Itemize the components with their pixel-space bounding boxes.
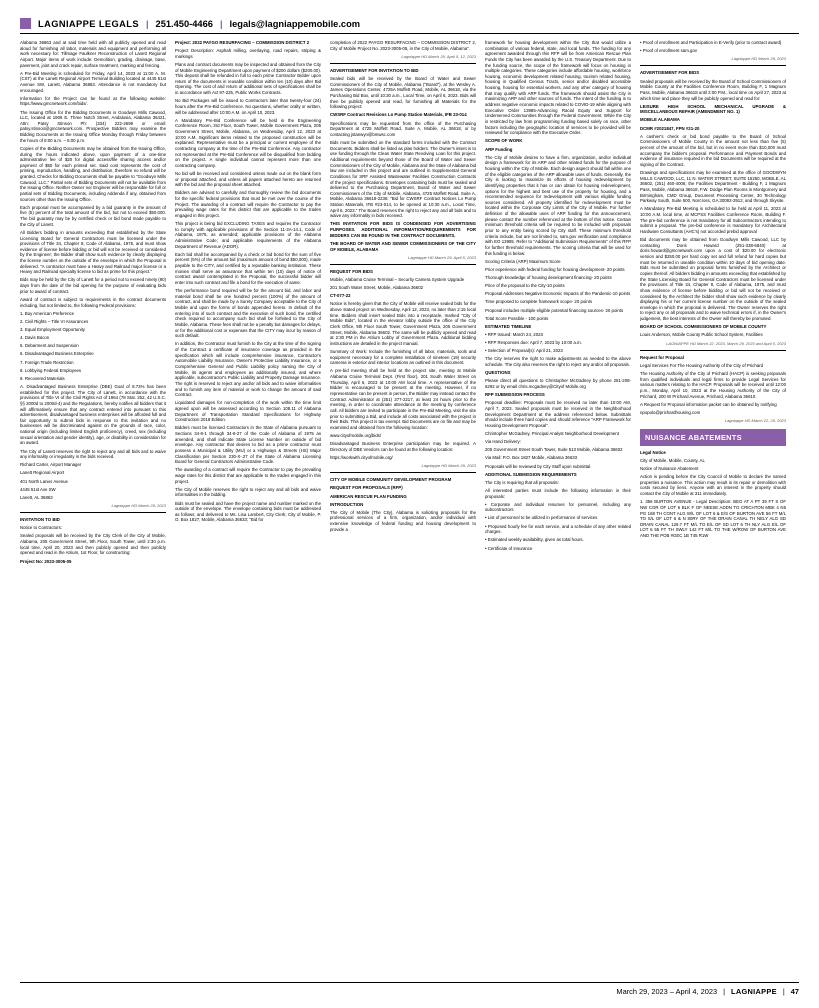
- lagniappe-logo-square: [20, 18, 31, 29]
- notice-heading: REQUEST FOR PROPOSALS (RFP): [330, 485, 403, 491]
- notice-paragraph: Legal Services For The Housing Authority of the City of Prichard: [640, 362, 764, 368]
- notice-bold-paragraph: DCMR #2021847, FPN #21-20: [640, 125, 700, 131]
- notice-divider: [20, 512, 166, 513]
- masthead-separator-2: |: [219, 18, 223, 29]
- notice-paragraph: Proposals will be reviewed by City Staff upon submittal.: [485, 463, 592, 469]
- notice-publication-dates: Lagniappe HD March 29, 2023: [731, 56, 786, 62]
- notice-paragraph: City of Mobile, Mobile, County, AL: [640, 457, 705, 463]
- notice-paragraph: Proposal deadline: Proposals must be received no later than 10:00 AM, April 7, 2023. Sealed proposals must be received in the Neighborhood Development Department at the address referenced below. Submittals should include three hard copies and should reference "ARP Framework for Housing Development Proposal".: [485, 400, 631, 428]
- notice-paragraph: Via Hand Delivery:: [485, 439, 521, 445]
- notice-heading: REQUEST FOR BIDS: [330, 268, 373, 274]
- notice-paragraph: No Bid Packages will be issued to Contractors later than twenty-four (24) hours after the Pre-Bid Conference. No questions, whether orally or written, will be addressed after 10:00 A.M. on April 10, 2023.: [175, 98, 321, 115]
- notice-bold-paragraph: CT-077-22: [330, 293, 351, 299]
- notice-paragraph: • Certificate of Insurance: [485, 545, 533, 551]
- legal-notice-column: [20, 40, 166, 978]
- notice-paragraph: • Selection of Proposal(s): April 21, 2023: [485, 348, 563, 354]
- notice-divider: [640, 65, 786, 66]
- notice-paragraph: The City of Mobile (The City), Alabama is soliciting proposals for the professional services of a firm, organization, and/or individual with extensive knowledge of federal funding and housing development to provide a: [330, 509, 476, 532]
- notice-paragraph: Disadvantaged Business Enterprise participation may be required. A Directory of DBE Vendors can be found at the following location:: [330, 441, 476, 452]
- notice-bold-paragraph: ESTIMATED TIMELINE: [485, 323, 532, 329]
- notice-divider: [330, 472, 476, 473]
- notice-paragraph: A Mandatory Pre-Bid Meeting is scheduled to be held at April 11, 2023 at 10:00 A.M. local time, at MCPSS Facilities Conference Room, Building F. The pre-bid conference is not mandatory for all Subcontractors intending to submit a proposal. The pre-bid conference is mandatory for Architectural Hardware Consultants (AHC's) not accorded prebid approval: [640, 206, 786, 234]
- notice-publication-dates: Lagniappe HD March 29, 2023: [421, 463, 476, 469]
- notice-paragraph: • List of personnel to be utilized in performance of services: [485, 515, 598, 521]
- notice-paragraph: www.cityofmobile.org/bids/: [330, 433, 382, 439]
- notice-bold-paragraph: THIS INVITATION FOR BIDS IS CONDENSED FOR ADVERTISING PURPOSES. ADDITIONAL INFORMATION/REQUIREMENTS FOR BIDDERS CAN BE FOUND IN THE CONTRACT DOCUMENTS.: [330, 221, 476, 238]
- notice-paragraph: 401 North Lanier Avenue: [20, 478, 68, 484]
- notice-divider: [330, 264, 476, 265]
- notice-paragraph: Bid documents may be obtained from Goodwyn Mills Cawood, LLC by contacting Doris Howard (251-338-6840) at doris.howard@gmcnetwork.com upon a cost of $20.00 for electronic version and $250.00 per hard copy set and full refund for hard copies but must be returned in useable condition within 10 days of bid opening date. Bids must be submitted on proposal forms furnished by the Architect or copies thereof. All bidders bidding in amounts exceeding that established by the State Licensing Board for General Contractors must be licensed under the provisions of Title 34, Chapter 8, Code of Alabama, 1975, and must show evidence of license before bidding or bid will not be received or considered by the Architect the bidder shall show such evidence by clearly displaying his or her current license number on the outside of the sealed envelope in which the proposal is delivered. The Owner reserves the right to reject any or all proposals and to waive technical errors if, in the Owner's judgement, the best interests of the Owner will thereby be promoted.: [640, 237, 786, 322]
- notice-paragraph: Liquidated damages for non-completion of the work within the time limit agreed upon will be assessed according to Section 108.11 of Alabama Department of Transportation Standard Specifications for Highway Construction 2018 Edition.: [175, 400, 321, 423]
- notice-divider: [330, 63, 476, 64]
- notice-paragraph: Drawings and specifications may be examined at the office of GOODWYN MILLS CAWOOD, LLC, 11 N. WATER STREET, SUITE 15250, MOBILE, AL 36602, (251) 460-4006; the Facilities Department - Building F, 1 Magnum Pass, Mobile, Alabama 36618, F.W. Dodge Plan Rooms in Montgomery and Birmingham, CMD Group, Document Processing Center, 30 Technology Parkway South, Suite 500, Norcross, GA 30092-2912, and through Skysite.: [640, 170, 786, 204]
- notice-paragraph: Each bid shall be accompanied by a check or bid bond for the sum of five percent (5%) of the amount bid (maximum amount of bond $50,000), made payable to the CITY, and certified by a reputable banking institution. These monies shall serve as assurance that within ten (10) days of notice of contract award contemplated in the Proposal, the successful bidder will enter into such contract and file a bond for the execution of same.: [175, 251, 321, 285]
- notice-paragraph: 201 South Water Street, Mobile, Alabama 36602: [330, 285, 424, 291]
- notice-paragraph: Lanett Regional Airport: [20, 470, 65, 476]
- masthead-separator-1: |: [145, 18, 149, 29]
- notice-paragraph: Notice to Contractors:: [20, 525, 63, 531]
- notice-paragraph: A pre-bid meeting shall be held at the project site, meeting at Mobile Alabama Cruise Terminal Dept. (First floor), 201 South Water Street on Thursday, April 6, 2023 at 10:00 AM local time. A representative of the Bidder is encouraged to be present at the meeting. However, if no representative can be present in person, the Bidder may instead contact the Contract Administrator at (251) 377-2217, at least 24 hours prior to the meeting, in order to coordinate attendance at the meeting by conference call. All bidders are invited to participate in the Pre-Bid Meeting, visit the site prior to submitting a Bid, and include all costs associated with the project in their Bids. This project is tax exempt. Bid Documents are on file and may be examined and obtained from the following location:: [330, 368, 476, 430]
- footer-date: March 29, 2023 – April 4, 2023: [616, 987, 718, 996]
- notice-paragraph: The Housing Authority of the City of Prichard (HACP) is seeking proposals from qualified individuals and legal firms to provide Legal Services for various matters relating to the HACP. Proposals will be received until 12:00 p.m., Monday, April 10, 2023 at the Housing Authority of the City of Prichard, 200 W Prichard Avenue, Prichard, Alabama 36610.: [640, 370, 786, 399]
- notice-paragraph: 3. Equal Employment Opportunity: [20, 326, 85, 332]
- notice-paragraph: 7. Foreign Trade Restriction: [20, 359, 74, 365]
- notice-paragraph: Notice of Nuisance Abatement: [640, 466, 699, 472]
- notice-paragraph: All interested parties must include the following information in their proposals:: [485, 487, 631, 499]
- notice-bold-paragraph: MOBILE ALABAMA: [640, 117, 680, 123]
- notice-heading: AMERICAN RESCUE PLAN FUNDING: [330, 493, 407, 499]
- notice-paragraph: 9. Recovered Materials: [20, 375, 65, 381]
- notice-paragraph: Action is pending before the City Council of Mobile to declare the named properties a nuisance. This action may result in its repair or demolition with costs secured by liens. Anyone with an interest in the property should contact the City of Mobile at 311 immediately.: [640, 474, 786, 497]
- notice-paragraph: The awarding of a contract will require the Contractor to pay the prevailing wage rates for this district that are applicable to the trades engaged in this project.: [175, 467, 321, 484]
- footer-separator-1: |: [723, 987, 726, 996]
- legal-notice-column: [485, 40, 631, 978]
- notice-paragraph: Bidders are advised to carefully and thoroughly review the bid documents for the specific federal provisions that must be met over the course of the Project. The awarding of a contract will require the Contractor to pay the prevailing wage rates for this district that are applicable to the trades engaged in this project.: [175, 190, 321, 218]
- notice-heading: SCOPE OF WORK: [485, 138, 523, 144]
- notice-paragraph: A. Disadvantaged Business Enterprise (DBE) Goal of 8.73% has been established for this project. The City of Lanett, in accordance with the provisions of Title VI of the Civil Rights Act of 1964 (78 Stat. 252, 42 U.S.C. §§ 2000d to 2000d-4) and the Regulations, hereby notifies all bidders that it will affirmatively ensure that any contract entered into pursuant to this advertisement, disadvantaged business enterprises will be afforded full and fair opportunity to submit bids in response to this invitation and no businesses will be discriminated against on the grounds of race, color, national origin (including limited English proficiency), creed, sex (including sexual orientation and gender identity), age, or disability in consideration for an award.: [20, 383, 166, 446]
- notice-paragraph: A Request for Proposal information packet can be obtained by notifying: [640, 401, 777, 407]
- notice-bold-paragraph: Project: 2022 PAYGO RESURFACING – COMMISSION DISTRICT 2: [175, 40, 310, 45]
- notice-paragraph: • RFP Issued: March 24, 2023: [485, 331, 543, 337]
- notice-bold-paragraph: CWSRF Contract Revisions Lo Pump Station Materials, IFB 23-014: [330, 112, 467, 118]
- notice-paragraph: Mobile, Alabama Cruise Terminal – Security Camera System Upgrade: [330, 277, 465, 283]
- notice-paragraph: Summary of Work: Include the furnishing of all labor, materials, tools and equipment necessary for a complete installation of nineteen (19) security cameras in exterior and interior locations as outlined in this document.: [330, 349, 476, 366]
- notice-paragraph: Time proposed to complete framework scope- 20 points: [485, 299, 593, 305]
- notice-paragraph: Bids must be submitted on the standard forms included with the Contract Documents. Bidders shall be listed as plan holders. The Owner's intent is to use funding through the Clean Water State Revolving Loan for this project. Additional requirements beyond those of the Board of Water and Sewer Commissioners of the City of Mobile, Alabama and the State of Alabama bid law are included in this project and are outlined in Supplemental General Conditions for SRF Assisted Wastewater Facilities Construction Contracts of the project specifications. Envelopes containing bids must be sealed and delivered to the Purchasing Department, Board of Water and Sewer Commissioners of the City of Mobile, Alabama, 4725 Moffett Road, Suite A, Mobile, Alabama 36618-2236: "Bid for CWSRF Contract Notices Lo Pump Station Materials, IFB #23-014, to be opened at 10:30 a.m., Local Time, April 6, 2023." The Board reserves the right to reject any and all bids and to waive any informality in bids received.: [330, 140, 476, 219]
- notice-paragraph: Via Mail: P.O. Box 1827 Mobile, Alabama 36633: [485, 455, 578, 461]
- notice-paragraph: https://workwith.cityofmobile.org/: [330, 454, 393, 460]
- notice-paragraph: Proposal Addresses Negative Economic Impacts of the Pandemic-10 points: [485, 291, 631, 297]
- notice-bold-paragraph: ADDITIONAL SUBMISSION REQUIREMENTS: [485, 471, 577, 477]
- footer-brand: LAGNIAPPE: [731, 987, 777, 996]
- notice-heading: INVITATION TO BID: [20, 517, 60, 523]
- notice-paragraph: 5. Debarment and Suspension: [20, 343, 79, 349]
- notice-paragraph: The City of Lanett reserves the right to reject any and all bids and to waive any informality or irregularity in the bids received.: [20, 448, 166, 460]
- notice-paragraph: Christopher McGadney, Principal Analyst Neighborhood Development: [485, 430, 619, 436]
- notice-heading: INTRODUCTION: [330, 501, 364, 507]
- notice-paragraph: 4445 51st Ave SW: [20, 486, 56, 492]
- notice-publication-dates: Lagniappe HD March 29, April 5, 12, 2023: [401, 53, 476, 59]
- notice-heading: ADVERTISEMENT FOR INVITATION TO BID: [330, 67, 419, 73]
- notice-publication-dates: Lagniappe HD March 22, 29, 2023: [724, 417, 786, 423]
- notice-paragraph: The City of Mobile desires to have a firm, organization, and/or individual design a framework for its ARP and other related funds for the purpose of housing within the City of Mobile. Each design aspect should fall within one of the eligible categories of the ARP allowable uses of funds. Generally, the City is looking to maximize its efforts of housing redevelopment by identifying properties that it has or can obtain for housing redevelopment, options for the highest and best use of the property for housing, and a recommended sequence for redevelopment with various eligible funding sources considered. All property identified for redevelopment must be located within the Corporate City Limits of the City of Mobile. For further definition of the allowable uses of ARP funding for this announcement, please contact the number referenced at the bottom of this notice. Certain minimum threshold criteria will be required to be included with proposals prior to any entity being scored by City staff. These minimum threshold criteria include, but are not limited to, sam.gov verification and compliance with EO 13985. Refer to "Additional Submission Requirements" of this RFP for further threshold requirements. The scoring criteria that will be used for this funding is below:: [485, 154, 631, 256]
- notice-paragraph: Notice is hereby given that the City of Mobile will receive sealed bids for the above stated project on Wednesday, April 12, 2023, no later than 2:15 local time. Bidders shall insert sealed Bids into a receptacle, marked "City of Mobile Bids", located in the elevator lobby outside the office of the City Clerk Office, 9th Floor South Tower, Government Plaza, 205 Government Street, Mobile, Alabama 36602. The same will be publicly opened and read at 2:30 PM in the Atrium Lobby of Government Plaza. Additional bidding instructions are detailed in the project manual.: [330, 301, 476, 346]
- masthead-phone: 251.450-4466: [155, 18, 213, 29]
- page-footer: [20, 982, 799, 996]
- notice-paragraph: 4. Davis Bacon: [20, 335, 50, 341]
- notice-paragraph: Specifications may be requested from the office of the Purchasing Department at 4725 Moffett Road, Suite A, Mobile, AL 36618, or by contacting jstanwyn@bmwsc.com: [330, 120, 476, 137]
- notice-publication-dates: LAGNIAPPE HD March 22, 2023, March 29, 2023 and April 5, 2023: [666, 340, 786, 346]
- notice-bold-paragraph: RFP SUBMISSION PROCESS: [485, 392, 545, 398]
- legal-notice-column: [175, 40, 321, 978]
- notice-paragraph: 205 Government Street South Tower, Suite 513 Mobile, Alabama 36602: [485, 447, 623, 453]
- notice-paragraph: Plans and contract documents may be inspected and obtained from the City of Mobile Engineering Department upon payment of $200 dollars ($200.00). This deposit shall be refunded in full to each prime Contractor Bidder upon return of the documents in reusable condition within ten (10) days after Bid Opening. The cost of and return of additional sets of specifications shall be in accordance with Act 97-225, Public Works Contracts.: [175, 61, 321, 96]
- notice-paragraph: 6. Disadvantaged Business Enterprise: [20, 351, 94, 357]
- notice-paragraph: Information for the Project can be found at the following website: https://www.gmcnetwork.com/bids/.: [20, 95, 166, 107]
- notice-paragraph: Sealed bids will be received by the Board of Water and Sewer Commissioners of the City of Mobile, Alabama ("Board"), at the Wesley A. James Operations Center, 4725A Moffett Road, Mobile, AL 36618, via the Purchasing Bid Box, until 10:30 a.m., Local Time, on April 6, 2023. Bids will then be publicly opened and read, for furnishing all Materials for the following project:: [330, 76, 476, 110]
- notice-bold-paragraph: THE BOARD OF WATER AND SEWER COMMISSIONERS OF THE CITY OF MOBILE, ALABAMA: [330, 240, 476, 252]
- notice-paragraph: Prior experience with federal funding for housing development- 20 points: [485, 266, 625, 272]
- section-header-nuisance-abatements: NUISANCE ABATEMENTS: [640, 429, 786, 446]
- notice-paragraph: Lanett, AL 36863: [20, 494, 53, 500]
- notice-paragraph: Bidders must be licensed Contractors in the State of Alabama pursuant to Sections 34-8-1 through 34-8-27 of the Code of Alabama of 1975 as amended, and shall indicate State License Number on outside of bid envelope. Any contractor that desires to bid as a prime contractor must possess a Municipal & Utility (MU) or a Highways & Streets (HS) Major Classification per Section 230-X-.27 of the State of Alabama Licensing Board for General Contractors Administrative Code.: [175, 425, 321, 465]
- notice-paragraph: Bids may be held by the City of Lanett for a period not to exceed ninety (90) days from the date of the bid opening for the purpose of evaluating bids prior to award of contract.: [20, 277, 166, 294]
- notice-paragraph: Total Score Possible - 100 points: [485, 315, 549, 321]
- notice-bold-paragraph: Legal Notice: [640, 449, 666, 455]
- notice-paragraph: The performance bond required will be for the amount bid, and labor and material bond shall be one hundred percent (100%) of the amount of contract, and shall be made by a Surety Company acceptable to the City of Mobile and upon the forms of bonds appended hereto. In default of the entering into of such contract and the execution of such bond, the certified check required to accompany such bid shall be forfeited to the City of Mobile, Alabama. These fees shall not be a penalty but damages for delays, or for the additional cost or expenses that the CITY may incur by reason of such default.: [175, 288, 321, 339]
- notice-paragraph: All Bidders bidding in amounts exceeding that established by the State Licensing Board for General Contractors must be licensed under the provisions of Title 34, Chapter 8, Code of Alabama, 1975, and must show evidence of license before bidding or bid will not be received or considered by the Engineer; the Bidder shall show such evidence by clearly displaying the license number on the outside of the envelope in which the Proposal is delivered. "A contractor must have a Heavy and Railroad major license or a Heavy and Railroad specialty license to bid as prime for this project.": [20, 229, 166, 275]
- notice-paragraph: Thorough knowledge of housing development financing- 20 points: [485, 274, 612, 280]
- notice-heading: CITY OF MOBILE COMMUNITY DEVELOPMENT PROGRAM: [330, 477, 452, 483]
- notice-divider: [640, 350, 786, 351]
- notice-paragraph: A cashier's check or bid bond payable to the Board of School Commissioners of Mobile County in the amount not less than five (5) percent of the amount of the bid, but in no event more than $10,000 must accompany the bidder's proposal. Performance and Payment Bonds and evidence of insurance required in the bid Documents will be required at the signing of the Contract.: [640, 133, 786, 167]
- legal-notice-column: [330, 40, 476, 978]
- notice-publication-dates: Lagniappe HD March 29, April 5, 2023: [408, 254, 476, 260]
- notice-paragraph: Bids must be sealed and have the project name and number marked on the outside of the envelope. The envelope containing bids must be addressed as follows; and delivered to Ms. Lisa Lambert, City Clerk; City of Mobile, P. O. Box 1827, Mobile, Alabama 36633; "Bid for: [175, 500, 321, 523]
- notice-paragraph: Please direct all questions to Christopher McGadney by phone 251-208-6292 or by email chris.mcgadney@Cityof Mobile.org: [485, 378, 631, 389]
- notice-paragraph: Richard Carter, Airport Manager: [20, 462, 82, 468]
- footer-page-number: 47: [790, 987, 799, 996]
- notice-heading: Request for Proposal: [640, 354, 684, 360]
- notice-paragraph: 2. Civil Rights – Title VI Assurances: [20, 318, 89, 324]
- masthead-email: legals@lagniappemobile.com: [229, 18, 361, 29]
- notice-paragraph: • RFP Responses due: April 7, 2023 by 10:00 a.m.: [485, 340, 582, 346]
- notice-paragraph: • Corporate and individual resumes for personnel, including any subcontractors: [485, 501, 631, 513]
- notice-paragraph: 1. Buy American Preference: [20, 310, 75, 316]
- notice-paragraph: Copies of the Bidding Documents may be obtained from the Issuing Office, during the hours indicated above, upon payment of a one-time administrative fee of $20 for digital access/file sharing access and/or payment of $50 for each printed set. Said cost represents the cost of printing, reproduction, handling, and distribution, therefore no refund will be granted. Checks for Bidding Documents shall be payable to "Goodwyn Mills Cawood, LLC." Partial sets of Bidding Documents will not be available from the Issuing Office. Neither Owner nor Engineer will be responsible for full or partial sets of Bidding Documents, including Addenda if any, obtained from sources other than the Issuing Office.: [20, 145, 166, 202]
- notice-paragraph: 1. 356 BURTON AVENUE - Legal Description: BEG AT A PT 39 FT S OF NW COR OF LOT 6 BLK F OF NEESE ADDN TO CRICHTON MBK 4 N5 PG 168 TH CONT ALG W/L OF LOT 6 & E/S OF BURTON AVE 56 FT M/L TO S/L OF LOT 6 & N 80RY OF THE DRAIN CANAL TH NELY ALG SD DRAIN CANAL 129.7 FT M/L TO E/L OF SD LOT 6 TH NLY ALG E/L OF LOT 6 55 FT TH SWLY 142 FT M/L TO THE W/ROW OF BURTON AVE AND THE POB #GEC 1B T45 R1W: [640, 499, 786, 539]
- notice-paragraph: Alabama 36863 and at said time held with all publicly opened and read aloud for furnishing all labor, materials and equipment and performing all work necessary for: Tillmage Faulkner Reconstruction of Lanett Regional Airport. Major items of work include: Demolition, grading, drainage, base, pavement, joint and crack repair, surface treatment, marking and fencing.: [20, 40, 166, 68]
- notice-publication-dates: Lagniappe HD March 29, 2023: [111, 502, 166, 508]
- notice-bold-paragraph: QUESTIONS: [485, 370, 511, 376]
- notice-paragraph: • Proposed hourly fee for each service, and a schedule of any other related charges.: [485, 523, 631, 535]
- notice-paragraph: npopolo@prichardhousing.com: [640, 409, 701, 415]
- notice-paragraph: Sealed proposals will be received by the City Clerk of the City of Mobile, Alabama, 205 Government Street, 9th Floor, South Tower, until 2:30 p.m. local time, April 20, 2023 and then publicly opened and then publicly opened and read in the Atrium, 1st Floor, for constructing:: [20, 533, 166, 556]
- notice-paragraph: Proposal includes multiple eligible potential financing sources- 20 points: [485, 307, 624, 313]
- notice-paragraph: • Estimated weekly availability, given as total hours.: [485, 537, 584, 543]
- notice-paragraph: This project is being bid EXCLUDING TAXES and requires the Contractor to comply with applicable provisions of the Section 11-2A-14.1, Code of Alabama, 1975, as amended; applicable provisions of the Alabama Administrative Code; and applicable requirements of the Alabama Department of Revenue (ADOR).: [175, 221, 321, 249]
- notice-bold-paragraph: Project No: 2023-3005-05: [20, 558, 72, 564]
- notice-paragraph: Scoring Criteria (ARP) Maximum Score: [485, 258, 561, 264]
- legal-notices-columns: [20, 40, 799, 978]
- notice-paragraph: 8. Lobbying Federal Employees: [20, 367, 82, 373]
- notice-paragraph: Award of contract is subject to requirements in the contract documents including, but not limited to, the following Federal provisions:: [20, 296, 166, 308]
- footer-separator-2: |: [782, 987, 785, 996]
- notice-paragraph: The City reserves the right to make adjustments as needed to the above schedule. The City also reserves the right to reject any and/or all proposals.: [485, 356, 631, 368]
- notice-paragraph: The Issuing Office for the Bidding Documents is Goodwyn Mills Cawood, LLC, located at 1906 E. Three Notch Street, Andalusia, Alabama 36421, Attn: Patsy Stinson Ph: (334) 222-2699 or email: patsy.stinson@gmcnetwork.com. Prospective Bidders may examine the Bidding Documents at the Issuing Office Monday through Friday between the hours of 8:00 a.m. – 5:00 p.m.: [20, 109, 166, 143]
- notice-paragraph: • Proof of enrollment and Participation in E-Verify (prior to contract award): [640, 40, 782, 45]
- notice-paragraph: The City of Mobile reserves the right to reject any and all bids and waive informalities in the bidding.: [175, 486, 321, 498]
- masthead-title: LAGNIAPPE LEGALS: [38, 18, 139, 29]
- notice-paragraph: Price of the proposal to the City-10 points: [485, 283, 565, 289]
- notice-heading: ADVERTISEMENT FOR BIDS: [640, 70, 700, 76]
- notice-paragraph: No bid will be received and considered unless made out on the blank form or proposal attached, and unless all papers attached hereto are returned with the bid and the proposal sheet attached.: [175, 170, 321, 188]
- legal-notice-column: [640, 40, 786, 978]
- notice-paragraph: completion of 2022 PAYGO RESURFACING – COMMISSION DISTRICT 2, City of Mobile Project No. 2023-3005-05, in the City of Mobile, Alabama".: [330, 40, 476, 51]
- masthead: [20, 18, 799, 34]
- notice-bold-paragraph: LEISURE HIGH SCHOOL MECHANICAL UPGRADE & MISCELLANEOUS REPAIR (AMENDMENT NO. 1): [640, 103, 786, 115]
- notice-paragraph: Sealed proposals will be received by the Board of School Commissioners of Mobile County at the Facilities Conference Room, Building F, 1 Magnum Pass, Mobile, Alabama 36618 until 2:00 P.M., local time on April 27, 2023 at which time and place they will be publicly opened and read for:: [640, 78, 786, 101]
- notice-paragraph: Louis Anderson, Mobile County Public School System, Facilities: [640, 332, 763, 338]
- notice-bold-paragraph: ARP Funding: [485, 146, 513, 152]
- notice-paragraph: The City is requiring that all proposals:: [485, 479, 559, 485]
- notice-paragraph: • Proof of enrollment sam.gov: [640, 48, 698, 54]
- notice-bold-paragraph: BOARD OF SCHOOL COMMISSIONERS OF MOBILE COUNTY: [640, 324, 767, 330]
- notice-paragraph: In addition, the Contractor must furnish to the City at the time of the signing of the Contract a certificate of insurance coverage as provided in the specification which will include comprehensive insurance, Contractor's Automobile Liability Insurance, Owner's Protective Liability Insurance, or a Comprehensive General and Public Liability policy naming the City of Mobile, its agents and employees as additionally insured, and where applicable, subcontractor's Public Liability and Property Damage Insurance. The right is reserved to reject any and/or all bids and to waive informalities and to furnish any item of material or work to change the amount of said Contract.: [175, 341, 321, 398]
- notice-paragraph: A Mandatory Pre-Bid Conference will be held in the Engineering Conference Room, 3rd Floor, South Tower, Mobile Government Plaza, 205 Government Street, Mobile, Alabama, on Wednesday, April 12, 2023 at 10:00 A.M. Significant items related to the proposed construction will be explained. Representative must be a principal or current employee of the contracting company at the time of the Pre-Bid Conference. Any contractor not represented at the Pre-Bid Conference will be disqualified from bidding on the project. A single individual cannot represent more than one contracting company.: [175, 117, 321, 168]
- notice-paragraph: framework for housing development within the City that would utilize a combination of various federal, state, and local funds. The funding for any agreement awarded through this RFP will be from American Rescue Plan Funds the City has been awarded by the U.S. Treasury Department. Due to the funding source, the scope of the framework will focus on housing in multiple categories. These categories include affordable housing, workforce housing, economic development related housing, tourism related housing, housing in Qualified Census Tracts, senior and/or disabled accessible housing, housing for essential workers, and any other category of housing that may qualify with ARP funds. The framework should assist the City in maximizing ARP and other sources of funds. The intent of the funding is to address negative economic impacts related to COVID-19 while aligning with Executive Order 13985-Advancing Racial Equity and Support for Underserved Communities through the Federal Government. While the City is restricted by law from programming funding based solely on race, other factors including the geographic location of services to be provided will be reviewed for compliance with the Executive Order.: [485, 40, 631, 136]
- notice-paragraph: Project Description: Asphalt milling, overlaying, road repairs, striping & markings: [175, 48, 321, 59]
- notice-paragraph: A Pre-Bid Meeting is scheduled for Friday, April 14, 2023 at 11:00 A. M. (CST) at the Lanett Regional Airport Terminal Building located at 4445 51st Avenue SW, Lanett, Alabama 36863. Attendance is not mandatory but encouraged.: [20, 70, 166, 93]
- notice-paragraph: Each proposal must be accompanied by a bid guaranty in the amount of five (5) percent of the total amount of the bid, but not to exceed $50,000. The bid guaranty may be by certified check or bid bond made payable to the City of Lanett.: [20, 204, 166, 227]
